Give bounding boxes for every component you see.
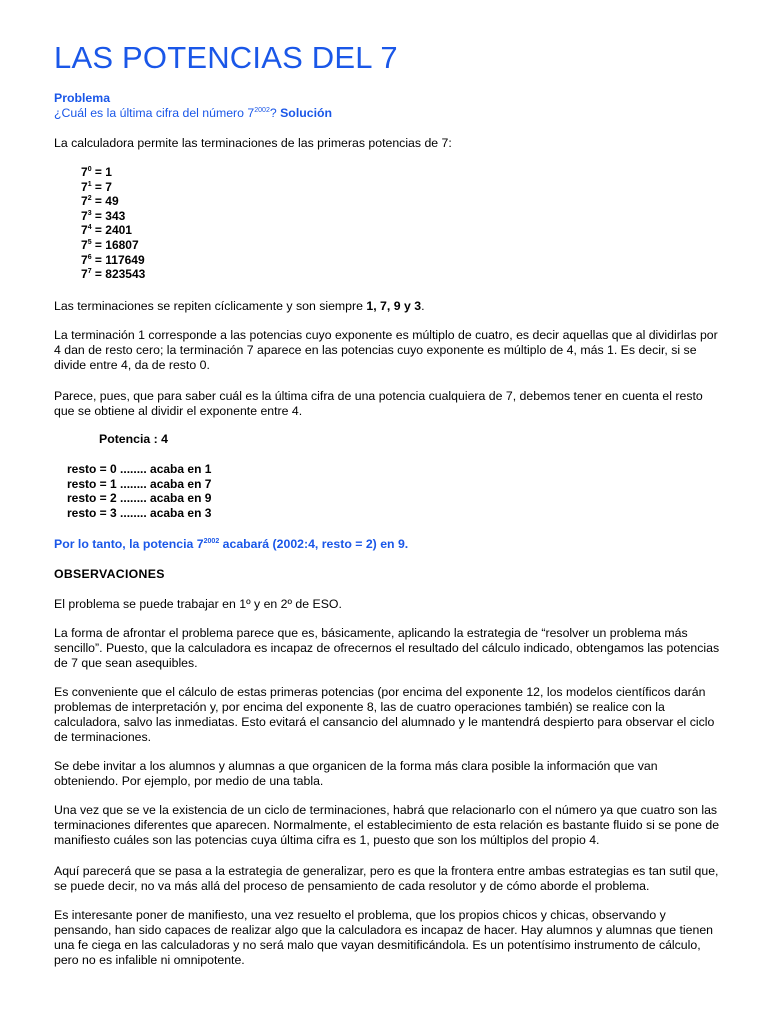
- question-mark: ?: [269, 106, 277, 120]
- power-row: [81, 180, 145, 195]
- power-value: = 16807: [91, 237, 139, 252]
- obs-paragraph-6: Aquí parecerá que se pasa a la estrategia de generalizar, pero es que la frontera entre ambas estrategias es tan sutil que, se puede decir, no va más allá del proceso de pensamiento de cada resolutor y de cómo aborde el problema.: [54, 864, 719, 893]
- power-exponent: 7: [87, 268, 92, 276]
- power-row: [81, 165, 145, 180]
- power-row: [81, 209, 145, 224]
- obs-paragraph-5: Una vez que se ve la existencia de un ciclo de terminaciones, habrá que relacionarlo con el número ya que cuatro son las terminaciones diferentes que aparecen. Normalmente, el establecimiento de esta relación es bastante fluido si se pone de manifiesto cuáles son las potencias cuya última cifra es 1, puesto que son los múltiplos del propio 4.: [54, 803, 720, 847]
- power-value: = 343: [91, 208, 126, 223]
- power-base: 7: [81, 267, 88, 282]
- intro-paragraph: La calculadora permite las terminaciones de las primeras potencias de 7:: [54, 136, 452, 150]
- problem-label: Problema: [54, 91, 111, 105]
- power-exponent: 5: [87, 238, 92, 246]
- power-exponent: 4: [87, 224, 92, 232]
- remainder-row: resto = 1 ........ acaba en 7: [67, 476, 212, 491]
- obs-paragraph-4: Se debe invitar a los alumnos y alumnas a que organicen de la forma más clara posible la información que van obteniendo. Por ejemplo, por medio de una tabla.: [54, 759, 658, 788]
- power-row: [81, 194, 145, 209]
- solution-link[interactable]: Solución: [280, 106, 333, 120]
- remainder-row: resto = 0 ........ acaba en 1: [67, 462, 212, 476]
- power-value: = 117649: [91, 252, 145, 267]
- powers-list: [81, 165, 145, 282]
- remainder-row: resto = 3 ........ acaba en 3: [67, 505, 212, 520]
- power-base: 7: [81, 179, 88, 194]
- repeat-digits: 1, 7, 9 y 3: [366, 299, 422, 313]
- power-value: = 7: [91, 179, 112, 194]
- power-exponent: 6: [87, 253, 92, 261]
- power-value: = 2401: [91, 223, 132, 238]
- conclusion-result: acabará (2002:4, resto = 2) en 9.: [219, 537, 409, 551]
- conclusion-text: Por lo tanto, la potencia 7: [54, 537, 204, 551]
- obs-paragraph-7: Es interesante poner de manifiesto, una vez resuelto el problema, que los propios chicos y chicas, observando y pensando, han sido capaces de realizar algo que la calculadora es incapaz de hacer. Hay alumnos y alumnas que tienen una fe ciega en las calculadoras y no será malo que vayan desmitificándola. Es un potentísimo instrumento de cálculo, pero no es infalible ni omnipotente.: [54, 908, 713, 967]
- power-value: = 823543: [91, 267, 146, 282]
- repeat-end: .: [421, 299, 425, 313]
- power-exponent: 0: [87, 166, 92, 173]
- remainders-list: [67, 462, 211, 520]
- power-row: [81, 223, 145, 238]
- observaciones-heading: OBSERVACIONES: [54, 567, 165, 581]
- power-exponent: 2: [87, 195, 92, 203]
- obs-paragraph-3: Es conveniente que el cálculo de estas primeras potencias (por encima del exponente 12, los modelos científicos darán problemas de interpretación y, por encima del exponente 8, las de cuatro operaciones también) se realice con la calculadora, salvo las inmediatas. Esto evitará el cansancio del alumnado y le mantendrá despierto para observar el ciclo de terminaciones.: [54, 685, 715, 744]
- question-exponent: 2002: [254, 106, 270, 114]
- termination-paragraph: La terminación 1 corresponde a las potencias cuyo exponente es múltiplo de cuatro, es decir aquellas que al dividirlas por 4 dan de resto cero; la terminación 7 aparece en las potencias cuyo exponente es múltiplo de 4, más 1. Es decir, si se divide entre 4, da de resto 0.: [54, 328, 718, 372]
- repeat-text: Las terminaciones se repiten cíclicamente y son siempre: [54, 299, 367, 313]
- power-base: 7: [81, 223, 88, 238]
- power-base: 7: [81, 252, 88, 267]
- power-row: [81, 238, 145, 253]
- repeat-paragraph: [54, 299, 724, 314]
- power-base: 7: [81, 194, 88, 209]
- problem-question: [54, 106, 724, 121]
- parece-paragraph: Parece, pues, que para saber cuál es la última cifra de una potencia cualquiera de 7, debemos tener en cuenta el resto que se obtiene al dividir el exponente entre 4.: [54, 389, 703, 418]
- page-title: LAS POTENCIAS DEL 7: [54, 40, 398, 75]
- conclusion-exponent: 2002: [203, 537, 220, 545]
- question-text: ¿Cuál es la última cifra del número 7: [54, 106, 255, 120]
- conclusion-paragraph: [54, 537, 724, 552]
- power-base: 7: [81, 165, 88, 179]
- obs-paragraph-1: El problema se puede trabajar en 1º y en 2º de ESO.: [54, 597, 342, 611]
- potencia-label: Potencia : 4: [99, 432, 169, 446]
- power-value: = 1: [91, 165, 112, 179]
- power-row: [81, 253, 145, 268]
- power-base: 7: [81, 208, 88, 223]
- power-base: 7: [81, 237, 88, 252]
- power-exponent: 1: [87, 180, 92, 188]
- remainder-row: resto = 2 ........ acaba en 9: [67, 491, 212, 506]
- power-exponent: 3: [87, 209, 92, 217]
- obs-paragraph-2: La forma de afrontar el problema parece que es, básicamente, aplicando la estrategia de “resolver un problema más sencillo”. Puesto, que la calculadora es incapaz de ofrecernos el resultado del cálculo indicado, obtengamos las potencias de 7 que sean asequibles.: [54, 626, 720, 670]
- power-row: [81, 267, 145, 282]
- power-value: = 49: [91, 194, 119, 209]
